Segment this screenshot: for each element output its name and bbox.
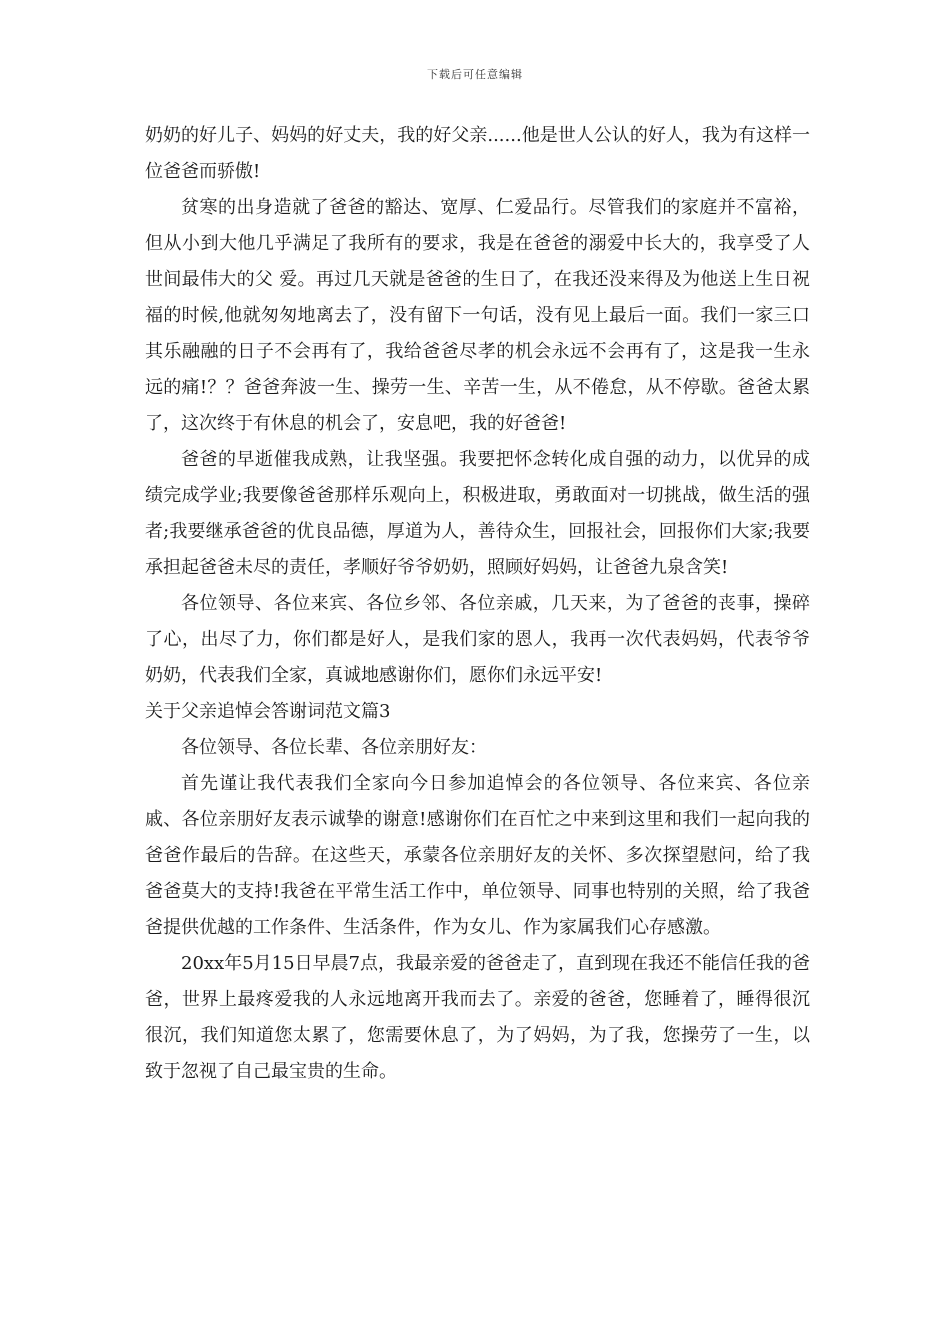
- paragraph-continuation: 奶奶的好儿子、妈妈的好丈夫，我的好父亲......他是世人公认的好人，我为有这样一位爸爸而骄傲!: [145, 125, 810, 182]
- paragraph: 首先谨让我代表我们全家向今日参加追悼会的各位领导、各位来宾、各位亲戚、各位亲朋好友表示诚挚的谢意!感谢你们在百忙之中来到这里和我们一起向我的爸爸作最后的告辞。在这些天，承蒙各位亲朋好友的关怀、多次探望慰问，给了我爸爸莫大的支持!我爸在平常生活工作中，单位领导、同事也特别的关照，给了我爸爸提供优越的工作条件、生活条件，作为女儿、作为家属我们心存感激。: [145, 773, 810, 938]
- page-header-note: 下载后可任意编辑: [427, 68, 523, 81]
- document-body: [145, 118, 810, 1090]
- paragraph: 各位领导、各位来宾、各位乡邻、各位亲戚，几天来，为了爸爸的丧事，操碎了心，出尽了力，你们都是好人，是我们家的恩人，我再一次代表妈妈，代表爷爷奶奶，代表我们全家，真诚地感谢你们，愿你们永远平安!: [145, 593, 810, 686]
- salutation: 各位领导、各位长辈、各位亲朋好友：: [181, 737, 487, 758]
- paragraph: 爸爸的早逝催我成熟，让我坚强。我要把怀念转化成自强的动力，以优异的成绩完成学业;我要像爸爸那样乐观向上，积极进取，勇敢面对一切挑战，做生活的强者;我要继承爸爸的优良品德，厚道为人，善待众生，回报社会，回报你们大家;我要承担起爸爸未尽的责任，孝顺好爷爷奶奶，照顾好妈妈，让爸爸九泉含笑!: [145, 449, 811, 578]
- section-heading: 关于父亲追悼会答谢词范文篇3: [145, 701, 391, 722]
- paragraph: 20xx年5月15日早晨7点，我最亲爱的爸爸走了，直到现在我还不能信任我的爸爸，世界上最疼爱我的人永远地离开我而去了。亲爱的爸爸，您睡着了，睡得很沉很沉，我们知道您太累了，您需要休息了，为了妈妈，为了我，您操劳了一生，以致于忽视了自己最宝贵的生命。: [145, 953, 811, 1082]
- paragraph: 贫寒的出身造就了爸爸的豁达、宽厚、仁爱品行。尽管我们的家庭并不富裕，但从小到大他几乎满足了我所有的要求，我是在爸爸的溺爱中长大的，我享受了人世间最伟大的父 爱。再过几天就是爸爸的生日了，在我还没来得及为他送上生日祝福的时候,他就匆匆地离去了，没有留下一句话，没有见上最后一面。我们一家三口其乐融融的日子不会再有了，我给爸爸尽孝的机会永远不会再有了，这是我一生永远的痛!？？爸爸奔波一生、操劳一生、辛苦一生，从不倦怠，从不停歇。爸爸太累了，这次终于有休息的机会了，安息吧，我的好爸爸!: [145, 197, 810, 434]
